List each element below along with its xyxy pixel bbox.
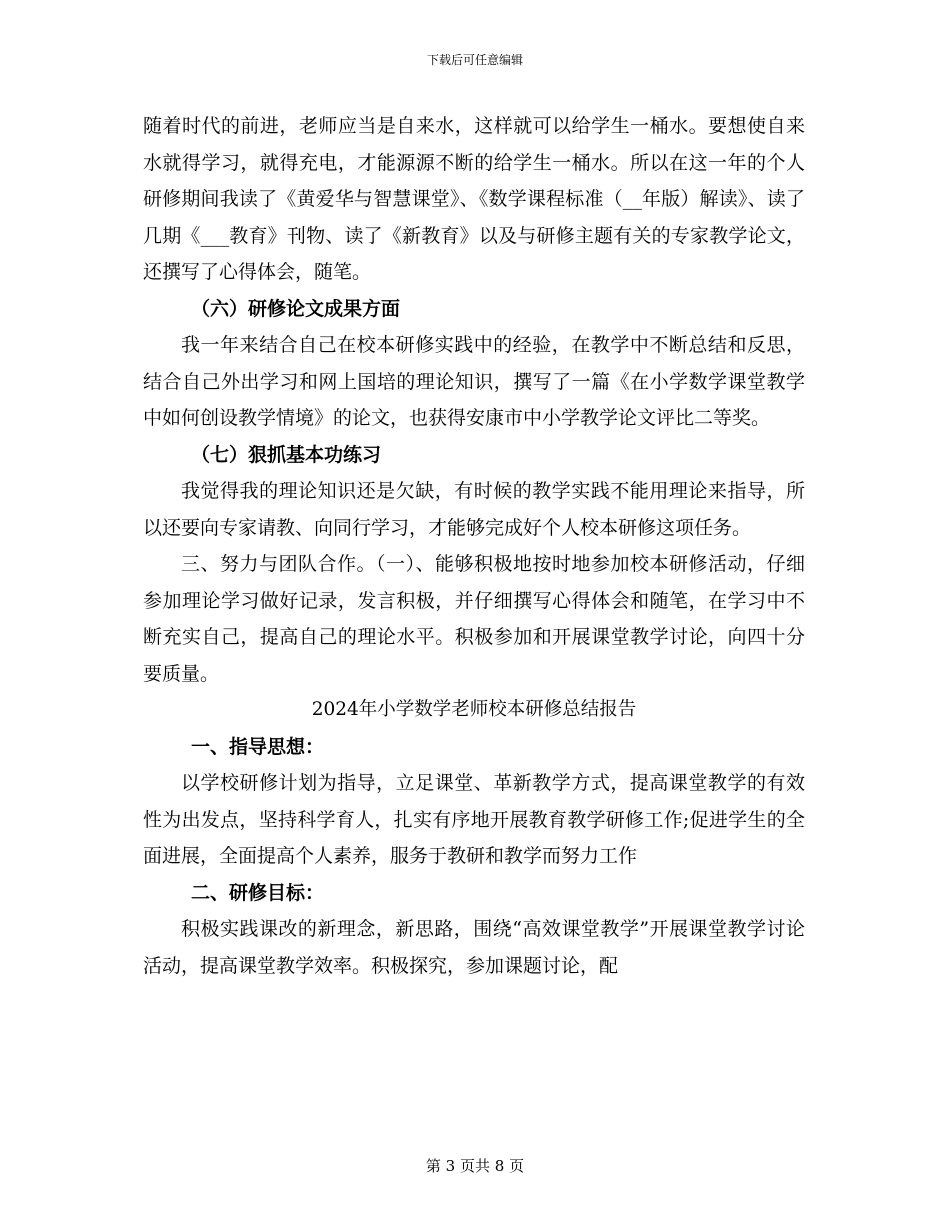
paragraph-self-study: 随着时代的前进，老师应当是自来水，这样就可以给学生一桶水。要想使自来水就得学习，就得充电，才能源源不断的给学生一桶水。所以在这一年的个人研修期间我读了《黄爱华与智慧课堂》、《数学课程标准（__年版）解读》、读了几期《___教育》刊物、读了《新教育》以及与研修主题有关的专家教学论文，还撰写了心得体会，随笔。 [143,115,805,283]
paragraph-guiding-thought: 以学校研修计划为指导，立足课堂、革新教学方式，提高课堂教学的有效性为出发点，坚持科学育人，扎实有序地开展教育教学研修工作;促进学生的全面进展，全面提高个人素养，服务于教研和教学而努力工作 [143,772,805,867]
paragraph-study-goals: 积极实践课改的新理念，新思路，围绕“高效课堂教学”开展课堂教学讨论活动，提高课堂教学效率。积极探究，参加课题讨论，配 [143,918,805,977]
heading-section-6: （六）研修论文成果方面 [191,297,401,320]
paragraph-basic-skills: 我觉得我的理论知识还是欠缺，有时候的教学实践不能用理论来指导，所以还要向专家请教、向同行学习，才能够完成好个人校本研修这项任务。 [143,480,805,539]
page-number: 第 3 页共 8 页 [425,1157,525,1175]
heading-guiding-thought: 一、指导思想： [191,735,325,758]
document-title: 2024年小学数学老师校本研修总结报告 [311,699,637,720]
heading-section-7: （七）狠抓基本功练习 [191,443,382,466]
page-header-note: 下载后可任意编辑 [426,53,523,67]
paragraph-teamwork: 三、努力与团队合作。（一）、能够积极地按时地参加校本研修活动，仔细参加理论学习做好记录，发言积极，并仔细撰写心得体会和随笔，在学习中不断充实自己，提高自己的理论水平。积极参加和开展课堂教学讨论，向四十分要质量。 [143,553,805,685]
paragraph-paper-results: 我一年来结合自己在校本研修实践中的经验，在教学中不断总结和反思，结合自己外出学习和网上国培的理论知识，撰写了一篇《在小学数学课堂教学中如何创设教学情境》的论文，也获得安康市中小学教学论文评比二等奖。 [143,334,805,429]
document-body [143,108,805,984]
heading-study-goals: 二、研修目标： [191,881,325,904]
